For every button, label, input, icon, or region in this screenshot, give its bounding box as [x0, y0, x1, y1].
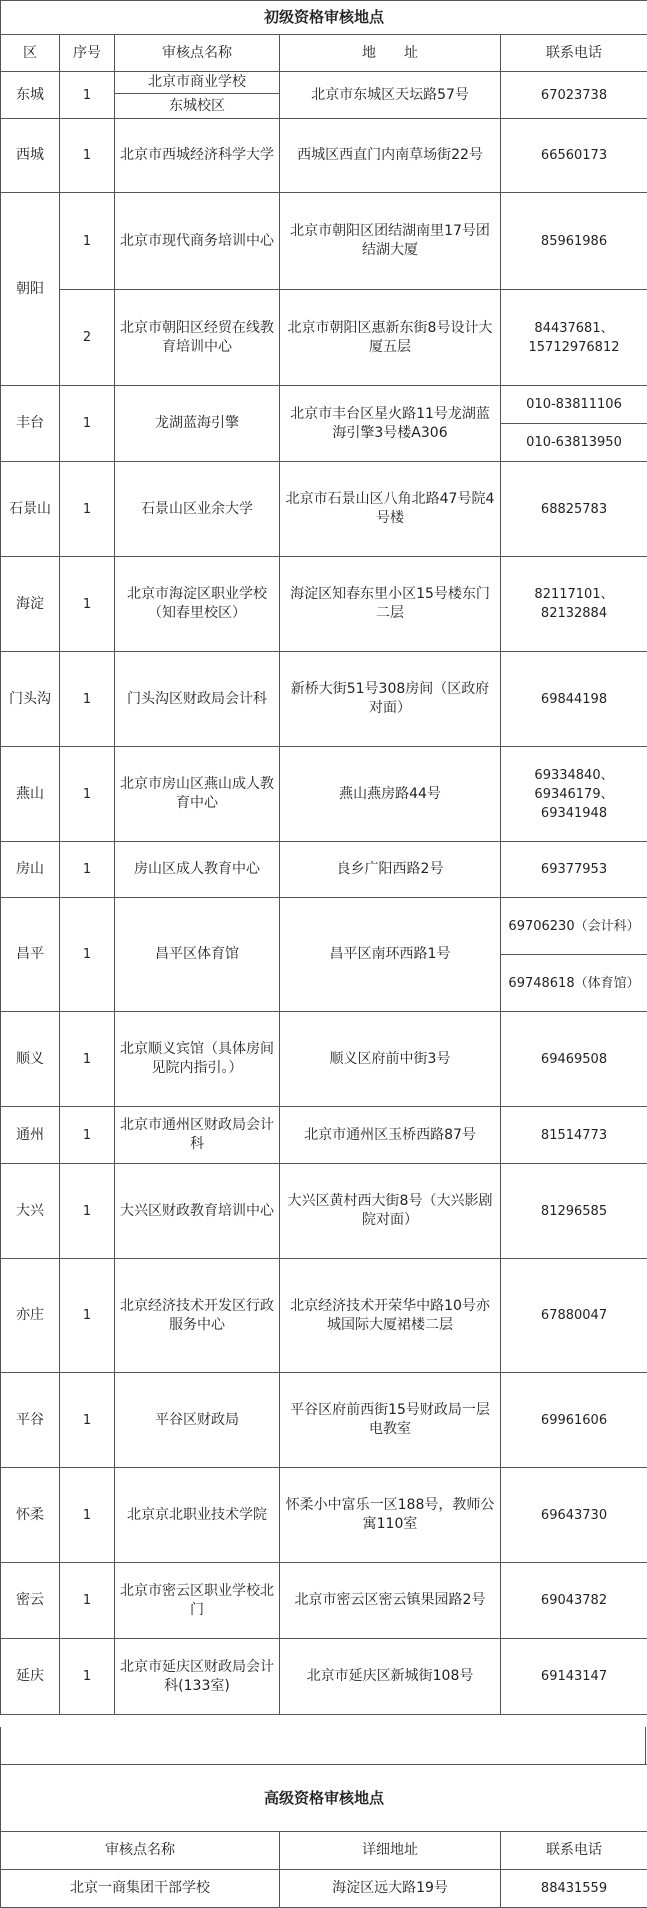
seq-cell: 1: [60, 1012, 115, 1107]
address-cell: 西城区西直门内南草场街22号: [280, 119, 501, 193]
district-cell: 密云: [1, 1563, 60, 1639]
header-site: 审核点名称: [115, 35, 280, 72]
site-cell: 北京市通州区财政局会计科: [115, 1107, 280, 1164]
site-cell: 北京市海淀区职业学校（知春里校区）: [115, 557, 280, 652]
address-cell: 良乡广阳西路2号: [280, 842, 501, 898]
phone-cell: 69043782: [501, 1563, 647, 1639]
address-cell: 北京市丰台区星火路11号龙湖蓝海引擎3号楼A306: [280, 386, 501, 462]
district-cell: 丰台: [1, 386, 60, 462]
address-cell: 北京市朝阳区惠新东街8号设计大厦五层: [280, 290, 501, 386]
phone-cell: 69469508: [501, 1012, 647, 1107]
phone-cell: 69961606: [501, 1373, 647, 1468]
site-cell: 北京市房山区燕山成人教育中心: [115, 747, 280, 842]
site-cell: 北京经济技术开发区行政服务中心: [115, 1259, 280, 1373]
phone-cell: 66560173: [501, 119, 647, 193]
site-cell: 北京京北职业技术学院: [115, 1468, 280, 1563]
header-address: 详细地址: [280, 1832, 501, 1870]
primary-table-title: 初级资格审核地点: [1, 1, 647, 35]
seq-cell: 1: [60, 72, 115, 119]
phone-cell: 69377953: [501, 842, 647, 898]
address-cell: 怀柔小中富乐一区188号，教师公寓110室: [280, 1468, 501, 1563]
seq-cell: 1: [60, 1468, 115, 1563]
address-cell: 燕山燕房路44号: [280, 747, 501, 842]
phone-cell: 67880047: [501, 1259, 647, 1373]
address-cell: 新桥大街51号308房间（区政府对面）: [280, 652, 501, 747]
phone-cell: 67023738: [501, 72, 647, 119]
seq-cell: 1: [60, 898, 115, 1012]
district-cell: 顺义: [1, 1012, 60, 1107]
district-cell: 西城: [1, 119, 60, 193]
senior-table-title: 高级资格审核地点: [1, 1765, 647, 1832]
phone-cell: 69643730: [501, 1468, 647, 1563]
district-cell: 昌平: [1, 898, 60, 1012]
address-cell: 北京市东城区天坛路57号: [280, 72, 501, 119]
phone-cell: 81514773: [501, 1107, 647, 1164]
phone-cell: 69748618（体育馆）: [501, 955, 647, 1012]
seq-cell: 1: [60, 1107, 115, 1164]
site-cell: 北京市密云区职业学校北门: [115, 1563, 280, 1639]
district-cell: 延庆: [1, 1639, 60, 1715]
seq-cell: 1: [60, 652, 115, 747]
seq-cell: 1: [60, 1259, 115, 1373]
header-address: 地 址: [280, 35, 501, 72]
phone-cell: 82117101、82132884: [501, 557, 647, 652]
site-cell: 龙湖蓝海引擎: [115, 386, 280, 462]
site-cell: 东城校区: [115, 94, 280, 119]
site-cell: 门头沟区财政局会计科: [115, 652, 280, 747]
address-cell: 海淀区远大路19号: [280, 1870, 501, 1908]
district-cell: 平谷: [1, 1373, 60, 1468]
header-site: 审核点名称: [1, 1832, 280, 1870]
phone-cell: 010-63813950: [501, 424, 647, 462]
phone-cell: 85961986: [501, 193, 647, 290]
site-cell: 昌平区体育馆: [115, 898, 280, 1012]
phone-cell: 68825783: [501, 462, 647, 557]
district-cell: 大兴: [1, 1164, 60, 1259]
address-cell: 北京市密云区密云镇果园路2号: [280, 1563, 501, 1639]
address-cell: 北京市朝阳区团结湖南里17号团结湖大厦: [280, 193, 501, 290]
seq-cell: 1: [60, 386, 115, 462]
header-seq: 序号: [60, 35, 115, 72]
site-cell: 北京一商集团干部学校: [1, 1870, 280, 1908]
district-cell: 朝阳: [1, 193, 60, 386]
address-cell: 顺义区府前中街3号: [280, 1012, 501, 1107]
table-spacer: [0, 1727, 646, 1764]
district-cell: 东城: [1, 72, 60, 119]
phone-cell: 69706230（会计科）: [501, 898, 647, 955]
phone-cell: 84437681、15712976812: [501, 290, 647, 386]
site-cell: 北京市商业学校: [115, 72, 280, 94]
site-cell: 平谷区财政局: [115, 1373, 280, 1468]
seq-cell: 1: [60, 1639, 115, 1715]
address-cell: 海淀区知春东里小区15号楼东门二层: [280, 557, 501, 652]
district-cell: 房山: [1, 842, 60, 898]
seq-cell: 1: [60, 193, 115, 290]
seq-cell: 1: [60, 747, 115, 842]
site-cell: 房山区成人教育中心: [115, 842, 280, 898]
seq-cell: 1: [60, 119, 115, 193]
site-cell: 北京顺义宾馆（具体房间见院内指引。）: [115, 1012, 280, 1107]
header-district: 区: [1, 35, 60, 72]
seq-cell: 1: [60, 1164, 115, 1259]
site-cell: 北京市延庆区财政局会计科(133室): [115, 1639, 280, 1715]
phone-cell: 69143147: [501, 1639, 647, 1715]
seq-cell: 1: [60, 557, 115, 652]
header-phone: 联系电话: [501, 1832, 647, 1870]
district-cell: 石景山: [1, 462, 60, 557]
header-phone: 联系电话: [501, 35, 647, 72]
site-cell: 北京市现代商务培训中心: [115, 193, 280, 290]
address-cell: 大兴区黄村西大街8号（大兴影剧院对面）: [280, 1164, 501, 1259]
district-cell: 怀柔: [1, 1468, 60, 1563]
district-cell: 门头沟: [1, 652, 60, 747]
site-cell: 大兴区财政教育培训中心: [115, 1164, 280, 1259]
phone-cell: 69334840、69346179、69341948: [501, 747, 647, 842]
district-cell: 亦庄: [1, 1259, 60, 1373]
address-cell: 昌平区南环西路1号: [280, 898, 501, 1012]
address-cell: 北京市通州区玉桥西路87号: [280, 1107, 501, 1164]
address-cell: 北京市延庆区新城街108号: [280, 1639, 501, 1715]
district-cell: 海淀: [1, 557, 60, 652]
phone-cell: 88431559: [501, 1870, 647, 1908]
site-cell: 石景山区业余大学: [115, 462, 280, 557]
site-cell: 北京市西城经济科学大学: [115, 119, 280, 193]
seq-cell: 1: [60, 842, 115, 898]
phone-cell: 010-83811106: [501, 386, 647, 424]
address-cell: 平谷区府前西街15号财政局一层电教室: [280, 1373, 501, 1468]
phone-cell: 81296585: [501, 1164, 647, 1259]
district-cell: 燕山: [1, 747, 60, 842]
seq-cell: 1: [60, 1563, 115, 1639]
address-cell: 北京市石景山区八角北路47号院4号楼: [280, 462, 501, 557]
senior-sites-table: [0, 1764, 647, 1908]
seq-cell: 2: [60, 290, 115, 386]
address-cell: 北京经济技术开荣华中路10号亦城国际大厦裙楼二层: [280, 1259, 501, 1373]
site-cell: 北京市朝阳区经贸在线教育培训中心: [115, 290, 280, 386]
district-cell: 通州: [1, 1107, 60, 1164]
seq-cell: 1: [60, 1373, 115, 1468]
seq-cell: 1: [60, 462, 115, 557]
phone-cell: 69844198: [501, 652, 647, 747]
